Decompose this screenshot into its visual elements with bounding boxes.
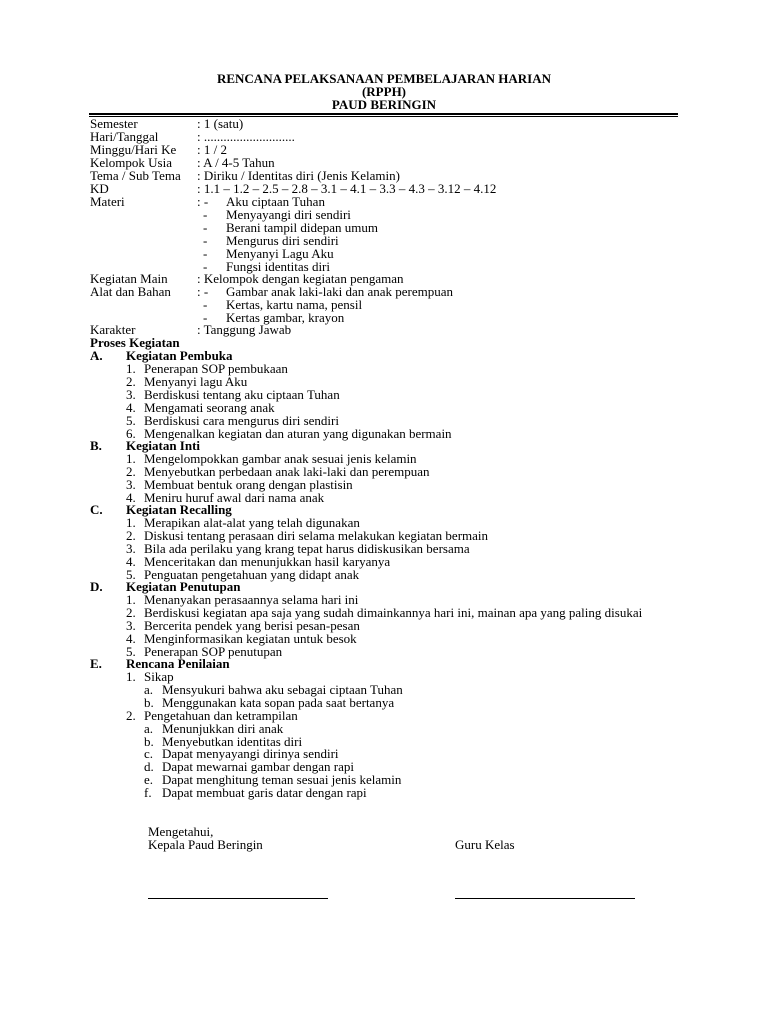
section-letter: B. xyxy=(90,438,102,453)
doc-title: RENCANA PELAKSANAAN PEMBELAJARAN HARIAN xyxy=(216,71,552,86)
list-item: Menyanyi lagu Aku xyxy=(144,374,248,389)
sub-letter: e. xyxy=(144,772,154,787)
item-number: 1. xyxy=(126,515,136,530)
value-kegiatan-main: : Kelompok dengan kegiatan pengaman xyxy=(197,271,404,286)
label-kegiatan-main: Kegiatan Main xyxy=(90,271,168,286)
list-item: Merapikan alat-alat yang telah digunakan xyxy=(144,515,360,530)
sign-mengetahui: Mengetahui, xyxy=(148,824,214,839)
section-letter: C. xyxy=(90,502,103,517)
sub-letter: b. xyxy=(144,734,154,749)
signature-line-right xyxy=(455,898,635,899)
penilaian-group-title: Pengetahuan dan ketrampilan xyxy=(144,708,298,723)
alat-prefix: : - xyxy=(197,284,209,299)
list-item: Penerapan SOP pembukaan xyxy=(144,361,288,376)
list-item: Menceritakan dan menunjukkan hasil karyanya xyxy=(144,554,391,569)
section-letter: E. xyxy=(90,656,102,671)
item-number: 3. xyxy=(126,387,136,402)
label-minggu-hari: Minggu/Hari Ke xyxy=(90,142,177,157)
materi-dash: - xyxy=(203,259,208,274)
list-item: Menginformasikan kegiatan untuk besok xyxy=(144,631,357,646)
label-tema: Tema / Sub Tema xyxy=(90,168,181,183)
list-item: Mengenalkan kegiatan dan aturan yang digunakan bermain xyxy=(144,426,452,441)
list-item: Mengamati seorang anak xyxy=(144,400,275,415)
signature-line-left xyxy=(148,898,328,899)
value-semester: : 1 (satu) xyxy=(197,116,244,131)
section-letter: A. xyxy=(90,348,103,363)
alat-item: Kertas gambar, krayon xyxy=(226,310,345,325)
value-kelompok-usia: : A / 4-5 Tahun xyxy=(197,155,275,170)
sub-item: Dapat mewarnai gambar dengan rapi xyxy=(162,759,355,774)
section-letter: D. xyxy=(90,579,103,594)
value-hari-tanggal: : ............................ xyxy=(197,129,295,144)
section-title: Kegiatan Pembuka xyxy=(126,348,233,363)
section-title: Rencana Penilaian xyxy=(126,656,230,671)
materi-item: Aku ciptaan Tuhan xyxy=(226,194,325,209)
sub-letter: d. xyxy=(144,759,154,774)
sub-item: Menunjukkan diri anak xyxy=(162,721,284,736)
section-title: Kegiatan Recalling xyxy=(126,502,232,517)
doc-school: PAUD BERINGIN xyxy=(331,97,437,112)
materi-prefix: : - xyxy=(197,194,209,209)
list-item: Menyebutkan perbedaan anak laki-laki dan perempuan xyxy=(144,464,430,479)
list-item: Menanyakan perasaannya selama hari ini xyxy=(144,592,359,607)
sub-letter: b. xyxy=(144,695,154,710)
label-materi: Materi xyxy=(90,194,125,209)
sub-letter: a. xyxy=(144,721,154,736)
penilaian-group-title: Sikap xyxy=(144,669,174,684)
materi-dash: - xyxy=(203,207,208,222)
alat-item: Kertas, kartu nama, pensil xyxy=(226,297,363,312)
materi-dash: - xyxy=(203,220,208,235)
header-rule-thin xyxy=(89,116,678,117)
item-number: 5. xyxy=(126,413,136,428)
list-item: Membuat bentuk orang dengan plastisin xyxy=(144,477,353,492)
item-number: 3. xyxy=(126,541,136,556)
list-item: Berdiskusi tentang aku ciptaan Tuhan xyxy=(144,387,340,402)
item-number: 2. xyxy=(126,708,136,723)
materi-item: Menyayangi diri sendiri xyxy=(226,207,351,222)
sub-item: Mensyukuri bahwa aku sebagai ciptaan Tuhan xyxy=(162,682,403,697)
item-number: 1. xyxy=(126,361,136,376)
label-kelompok-usia: Kelompok Usia xyxy=(90,155,172,170)
item-number: 2. xyxy=(126,464,136,479)
doc-subtitle: (RPPH) xyxy=(361,84,407,99)
label-hari-tanggal: Hari/Tanggal xyxy=(90,129,159,144)
label-kd: KD xyxy=(90,181,109,196)
item-number: 6. xyxy=(126,426,136,441)
list-item: Penerapan SOP penutupan xyxy=(144,644,283,659)
sub-item: Dapat menyayangi dirinya sendiri xyxy=(162,746,339,761)
materi-item: Fungsi identitas diri xyxy=(226,259,330,274)
sign-guru-kelas: Guru Kelas xyxy=(455,837,515,852)
list-item: Meniru huruf awal dari nama anak xyxy=(144,490,325,505)
item-number: 5. xyxy=(126,644,136,659)
sub-letter: a. xyxy=(144,682,154,697)
sub-letter: f. xyxy=(144,785,152,800)
proses-heading: Proses Kegiatan xyxy=(90,335,180,350)
materi-dash: - xyxy=(203,246,208,261)
item-number: 2. xyxy=(126,528,136,543)
item-number: 4. xyxy=(126,490,136,505)
item-number: 5. xyxy=(126,567,136,582)
sub-item: Menyebutkan identitas diri xyxy=(162,734,303,749)
item-number: 2. xyxy=(126,374,136,389)
value-karakter: : Tanggung Jawab xyxy=(197,322,292,337)
item-number: 3. xyxy=(126,477,136,492)
item-number: 4. xyxy=(126,554,136,569)
sub-letter: c. xyxy=(144,746,154,761)
item-number: 2. xyxy=(126,605,136,620)
alat-item: Gambar anak laki-laki dan anak perempuan xyxy=(226,284,454,299)
item-number: 1. xyxy=(126,669,136,684)
alat-dash: - xyxy=(203,310,208,325)
materi-dash: - xyxy=(203,233,208,248)
materi-item: Berani tampil didepan umum xyxy=(226,220,378,235)
list-item: Penguatan pengetahuan yang didapt anak xyxy=(144,567,360,582)
item-number: 1. xyxy=(126,451,136,466)
label-karakter: Karakter xyxy=(90,322,136,337)
alat-dash: - xyxy=(203,297,208,312)
list-item: Berdiskusi cara mengurus diri sendiri xyxy=(144,413,339,428)
section-title: Kegiatan Inti xyxy=(126,438,201,453)
list-item: Mengelompokkan gambar anak sesuai jenis kelamin xyxy=(144,451,417,466)
value-minggu-hari: : 1 / 2 xyxy=(197,142,227,157)
header-rule-thick xyxy=(89,113,678,115)
label-semester: Semester xyxy=(90,116,138,131)
item-number: 1. xyxy=(126,592,136,607)
sub-item: Menggunakan kata sopan pada saat bertanya xyxy=(162,695,395,710)
list-item: Bercerita pendek yang berisi pesan-pesan xyxy=(144,618,360,633)
label-alat-bahan: Alat dan Bahan xyxy=(90,284,171,299)
item-number: 3. xyxy=(126,618,136,633)
list-item: Berdiskusi kegiatan apa saja yang sudah dimainkannya hari ini, mainan apa yang paling disukai xyxy=(144,605,643,620)
section-title: Kegiatan Penutupan xyxy=(126,579,241,594)
item-number: 4. xyxy=(126,400,136,415)
materi-item: Menyanyi Lagu Aku xyxy=(226,246,334,261)
sub-item: Dapat menghitung teman sesuai jenis kelamin xyxy=(162,772,402,787)
value-tema: : Diriku / Identitas diri (Jenis Kelamin) xyxy=(197,168,400,183)
item-number: 4. xyxy=(126,631,136,646)
list-item: Diskusi tentang perasaan diri selama melakukan kegiatan bermain xyxy=(144,528,489,543)
sub-item: Dapat membuat garis datar dengan rapi xyxy=(162,785,367,800)
materi-item: Mengurus diri sendiri xyxy=(226,233,339,248)
value-kd: : 1.1 – 1.2 – 2.5 – 2.8 – 3.1 – 4.1 – 3.3 – 4.3 – 3.12 – 4.12 xyxy=(197,181,497,196)
list-item: Bila ada perilaku yang krang tepat harus didiskusikan bersama xyxy=(144,541,470,556)
sign-kepala: Kepala Paud Beringin xyxy=(148,837,263,852)
